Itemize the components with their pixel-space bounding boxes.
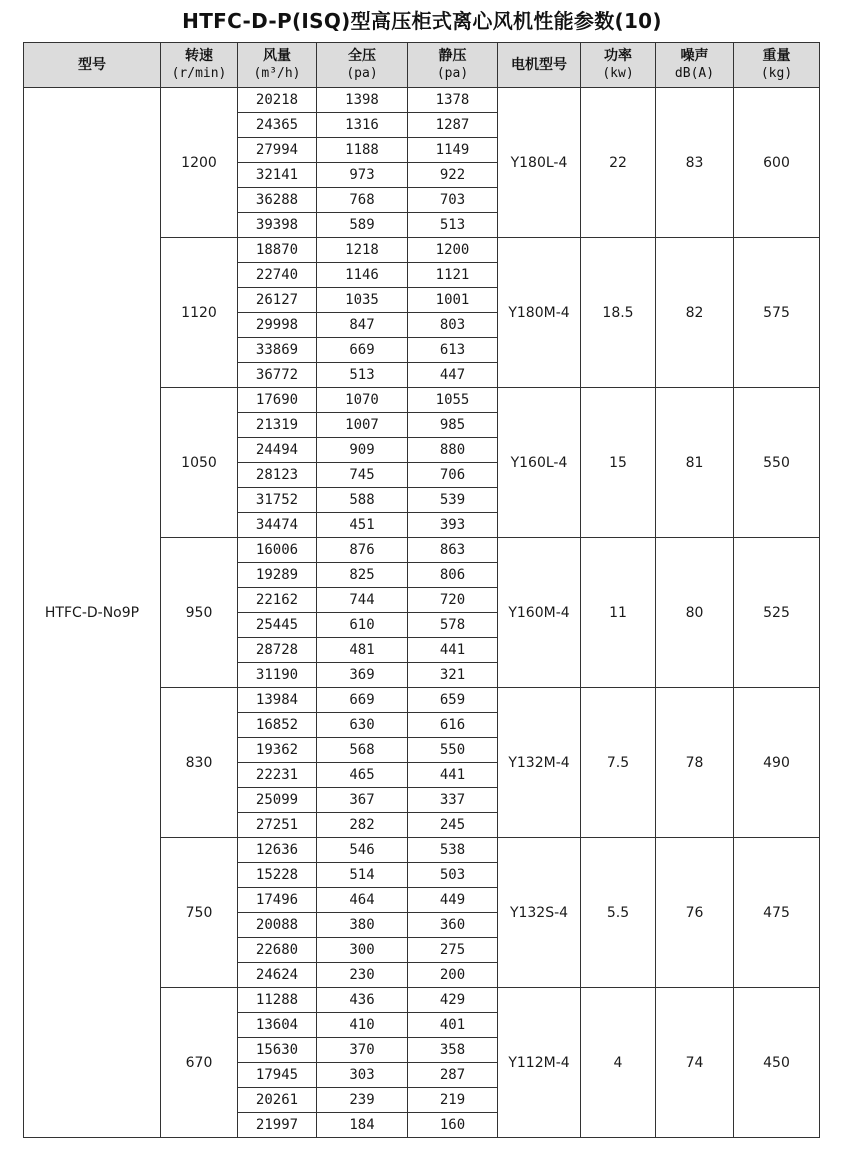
- airflow-cell: 31190: [238, 663, 317, 688]
- static-pressure-cell: 550: [408, 738, 498, 763]
- total-pressure-cell: 630: [317, 713, 408, 738]
- total-pressure-cell: 1188: [317, 138, 408, 163]
- total-pressure-cell: 367: [317, 788, 408, 813]
- static-pressure-cell: 703: [408, 188, 498, 213]
- airflow-cell: 22231: [238, 763, 317, 788]
- motor-model-cell: Y180M-4: [498, 238, 581, 388]
- static-pressure-cell: 863: [408, 538, 498, 563]
- static-pressure-cell: 449: [408, 888, 498, 913]
- weight-cell: 450: [734, 988, 820, 1138]
- static-pressure-cell: 880: [408, 438, 498, 463]
- noise-cell: 83: [656, 88, 734, 238]
- motor-model-cell: Y160M-4: [498, 538, 581, 688]
- total-pressure-cell: 546: [317, 838, 408, 863]
- static-pressure-cell: 441: [408, 638, 498, 663]
- header-noise: 噪声 dB(A): [656, 43, 734, 88]
- power-cell: 5.5: [581, 838, 656, 988]
- header-motor-model: 电机型号: [498, 43, 581, 88]
- total-pressure-cell: 1316: [317, 113, 408, 138]
- airflow-cell: 27251: [238, 813, 317, 838]
- weight-cell: 475: [734, 838, 820, 988]
- header-model: 型号: [24, 43, 161, 88]
- static-pressure-cell: 806: [408, 563, 498, 588]
- motor-model-cell: Y132M-4: [498, 688, 581, 838]
- table-row: [24, 88, 820, 113]
- speed-cell: 830: [161, 688, 238, 838]
- total-pressure-cell: 1007: [317, 413, 408, 438]
- power-cell: 18.5: [581, 238, 656, 388]
- airflow-cell: 29998: [238, 313, 317, 338]
- total-pressure-cell: 514: [317, 863, 408, 888]
- total-pressure-cell: 1070: [317, 388, 408, 413]
- static-pressure-cell: 803: [408, 313, 498, 338]
- motor-model-cell: Y180L-4: [498, 88, 581, 238]
- static-pressure-cell: 922: [408, 163, 498, 188]
- total-pressure-cell: 1218: [317, 238, 408, 263]
- airflow-cell: 34474: [238, 513, 317, 538]
- airflow-cell: 33869: [238, 338, 317, 363]
- static-pressure-cell: 275: [408, 938, 498, 963]
- total-pressure-cell: 876: [317, 538, 408, 563]
- power-cell: 22: [581, 88, 656, 238]
- table-body: [24, 88, 820, 1138]
- airflow-cell: 28123: [238, 463, 317, 488]
- airflow-cell: 25445: [238, 613, 317, 638]
- static-pressure-cell: 447: [408, 363, 498, 388]
- static-pressure-cell: 985: [408, 413, 498, 438]
- noise-cell: 82: [656, 238, 734, 388]
- airflow-cell: 15630: [238, 1038, 317, 1063]
- static-pressure-cell: 503: [408, 863, 498, 888]
- total-pressure-cell: 847: [317, 313, 408, 338]
- total-pressure-cell: 1035: [317, 288, 408, 313]
- total-pressure-cell: 973: [317, 163, 408, 188]
- total-pressure-cell: 451: [317, 513, 408, 538]
- static-pressure-cell: 706: [408, 463, 498, 488]
- static-pressure-cell: 513: [408, 213, 498, 238]
- static-pressure-cell: 358: [408, 1038, 498, 1063]
- total-pressure-cell: 481: [317, 638, 408, 663]
- total-pressure-cell: 610: [317, 613, 408, 638]
- static-pressure-cell: 1378: [408, 88, 498, 113]
- total-pressure-cell: 669: [317, 688, 408, 713]
- speed-cell: 950: [161, 538, 238, 688]
- total-pressure-cell: 369: [317, 663, 408, 688]
- table-header-row: [24, 43, 820, 88]
- static-pressure-cell: 160: [408, 1113, 498, 1138]
- airflow-cell: 28728: [238, 638, 317, 663]
- airflow-cell: 17945: [238, 1063, 317, 1088]
- header-airflow: 风量 (m³/h): [238, 43, 317, 88]
- power-cell: 11: [581, 538, 656, 688]
- weight-cell: 600: [734, 88, 820, 238]
- static-pressure-cell: 1200: [408, 238, 498, 263]
- speed-cell: 1120: [161, 238, 238, 388]
- total-pressure-cell: 589: [317, 213, 408, 238]
- airflow-cell: 21319: [238, 413, 317, 438]
- static-pressure-cell: 219: [408, 1088, 498, 1113]
- airflow-cell: 22740: [238, 263, 317, 288]
- static-pressure-cell: 539: [408, 488, 498, 513]
- static-pressure-cell: 659: [408, 688, 498, 713]
- static-pressure-cell: 720: [408, 588, 498, 613]
- static-pressure-cell: 287: [408, 1063, 498, 1088]
- airflow-cell: 24494: [238, 438, 317, 463]
- airflow-cell: 31752: [238, 488, 317, 513]
- weight-cell: 550: [734, 388, 820, 538]
- noise-cell: 78: [656, 688, 734, 838]
- weight-cell: 490: [734, 688, 820, 838]
- power-cell: 15: [581, 388, 656, 538]
- total-pressure-cell: 239: [317, 1088, 408, 1113]
- airflow-cell: 22680: [238, 938, 317, 963]
- total-pressure-cell: 230: [317, 963, 408, 988]
- noise-cell: 74: [656, 988, 734, 1138]
- airflow-cell: 20088: [238, 913, 317, 938]
- total-pressure-cell: 410: [317, 1013, 408, 1038]
- noise-cell: 80: [656, 538, 734, 688]
- total-pressure-cell: 303: [317, 1063, 408, 1088]
- total-pressure-cell: 745: [317, 463, 408, 488]
- weight-cell: 575: [734, 238, 820, 388]
- static-pressure-cell: 1287: [408, 113, 498, 138]
- airflow-cell: 18870: [238, 238, 317, 263]
- airflow-cell: 16852: [238, 713, 317, 738]
- motor-model-cell: Y112M-4: [498, 988, 581, 1138]
- header-power: 功率 (kw): [581, 43, 656, 88]
- static-pressure-cell: 200: [408, 963, 498, 988]
- airflow-cell: 17690: [238, 388, 317, 413]
- static-pressure-cell: 393: [408, 513, 498, 538]
- static-pressure-cell: 1001: [408, 288, 498, 313]
- total-pressure-cell: 669: [317, 338, 408, 363]
- airflow-cell: 13984: [238, 688, 317, 713]
- airflow-cell: 15228: [238, 863, 317, 888]
- performance-table: [23, 42, 820, 1138]
- total-pressure-cell: 1398: [317, 88, 408, 113]
- power-cell: 4: [581, 988, 656, 1138]
- total-pressure-cell: 465: [317, 763, 408, 788]
- airflow-cell: 20218: [238, 88, 317, 113]
- static-pressure-cell: 1055: [408, 388, 498, 413]
- total-pressure-cell: 380: [317, 913, 408, 938]
- speed-cell: 670: [161, 988, 238, 1138]
- airflow-cell: 17496: [238, 888, 317, 913]
- static-pressure-cell: 1121: [408, 263, 498, 288]
- static-pressure-cell: 1149: [408, 138, 498, 163]
- total-pressure-cell: 768: [317, 188, 408, 213]
- airflow-cell: 36288: [238, 188, 317, 213]
- total-pressure-cell: 909: [317, 438, 408, 463]
- airflow-cell: 24624: [238, 963, 317, 988]
- airflow-cell: 39398: [238, 213, 317, 238]
- airflow-cell: 27994: [238, 138, 317, 163]
- header-static-pressure: 静压 (pa): [408, 43, 498, 88]
- total-pressure-cell: 464: [317, 888, 408, 913]
- static-pressure-cell: 578: [408, 613, 498, 638]
- total-pressure-cell: 513: [317, 363, 408, 388]
- total-pressure-cell: 825: [317, 563, 408, 588]
- airflow-cell: 32141: [238, 163, 317, 188]
- static-pressure-cell: 613: [408, 338, 498, 363]
- static-pressure-cell: 321: [408, 663, 498, 688]
- header-total-pressure: 全压 (pa): [317, 43, 408, 88]
- motor-model-cell: Y132S-4: [498, 838, 581, 988]
- total-pressure-cell: 1146: [317, 263, 408, 288]
- airflow-cell: 13604: [238, 1013, 317, 1038]
- noise-cell: 76: [656, 838, 734, 988]
- static-pressure-cell: 616: [408, 713, 498, 738]
- airflow-cell: 20261: [238, 1088, 317, 1113]
- airflow-cell: 26127: [238, 288, 317, 313]
- motor-model-cell: Y160L-4: [498, 388, 581, 538]
- airflow-cell: 21997: [238, 1113, 317, 1138]
- total-pressure-cell: 588: [317, 488, 408, 513]
- airflow-cell: 22162: [238, 588, 317, 613]
- airflow-cell: 19362: [238, 738, 317, 763]
- header-weight: 重量 (kg): [734, 43, 820, 88]
- total-pressure-cell: 184: [317, 1113, 408, 1138]
- total-pressure-cell: 744: [317, 588, 408, 613]
- static-pressure-cell: 429: [408, 988, 498, 1013]
- static-pressure-cell: 337: [408, 788, 498, 813]
- airflow-cell: 16006: [238, 538, 317, 563]
- static-pressure-cell: 401: [408, 1013, 498, 1038]
- static-pressure-cell: 538: [408, 838, 498, 863]
- page-title: HTFC-D-P(ISQ)型高压柜式离心风机性能参数(10): [182, 9, 662, 33]
- airflow-cell: 19289: [238, 563, 317, 588]
- total-pressure-cell: 436: [317, 988, 408, 1013]
- total-pressure-cell: 370: [317, 1038, 408, 1063]
- speed-cell: 1050: [161, 388, 238, 538]
- power-cell: 7.5: [581, 688, 656, 838]
- model-cell: HTFC-D-No9P: [24, 88, 161, 1138]
- weight-cell: 525: [734, 538, 820, 688]
- static-pressure-cell: 245: [408, 813, 498, 838]
- airflow-cell: 25099: [238, 788, 317, 813]
- static-pressure-cell: 441: [408, 763, 498, 788]
- airflow-cell: 12636: [238, 838, 317, 863]
- header-speed: 转速 (r/min): [161, 43, 238, 88]
- total-pressure-cell: 568: [317, 738, 408, 763]
- total-pressure-cell: 282: [317, 813, 408, 838]
- airflow-cell: 11288: [238, 988, 317, 1013]
- speed-cell: 1200: [161, 88, 238, 238]
- speed-cell: 750: [161, 838, 238, 988]
- airflow-cell: 24365: [238, 113, 317, 138]
- static-pressure-cell: 360: [408, 913, 498, 938]
- airflow-cell: 36772: [238, 363, 317, 388]
- total-pressure-cell: 300: [317, 938, 408, 963]
- noise-cell: 81: [656, 388, 734, 538]
